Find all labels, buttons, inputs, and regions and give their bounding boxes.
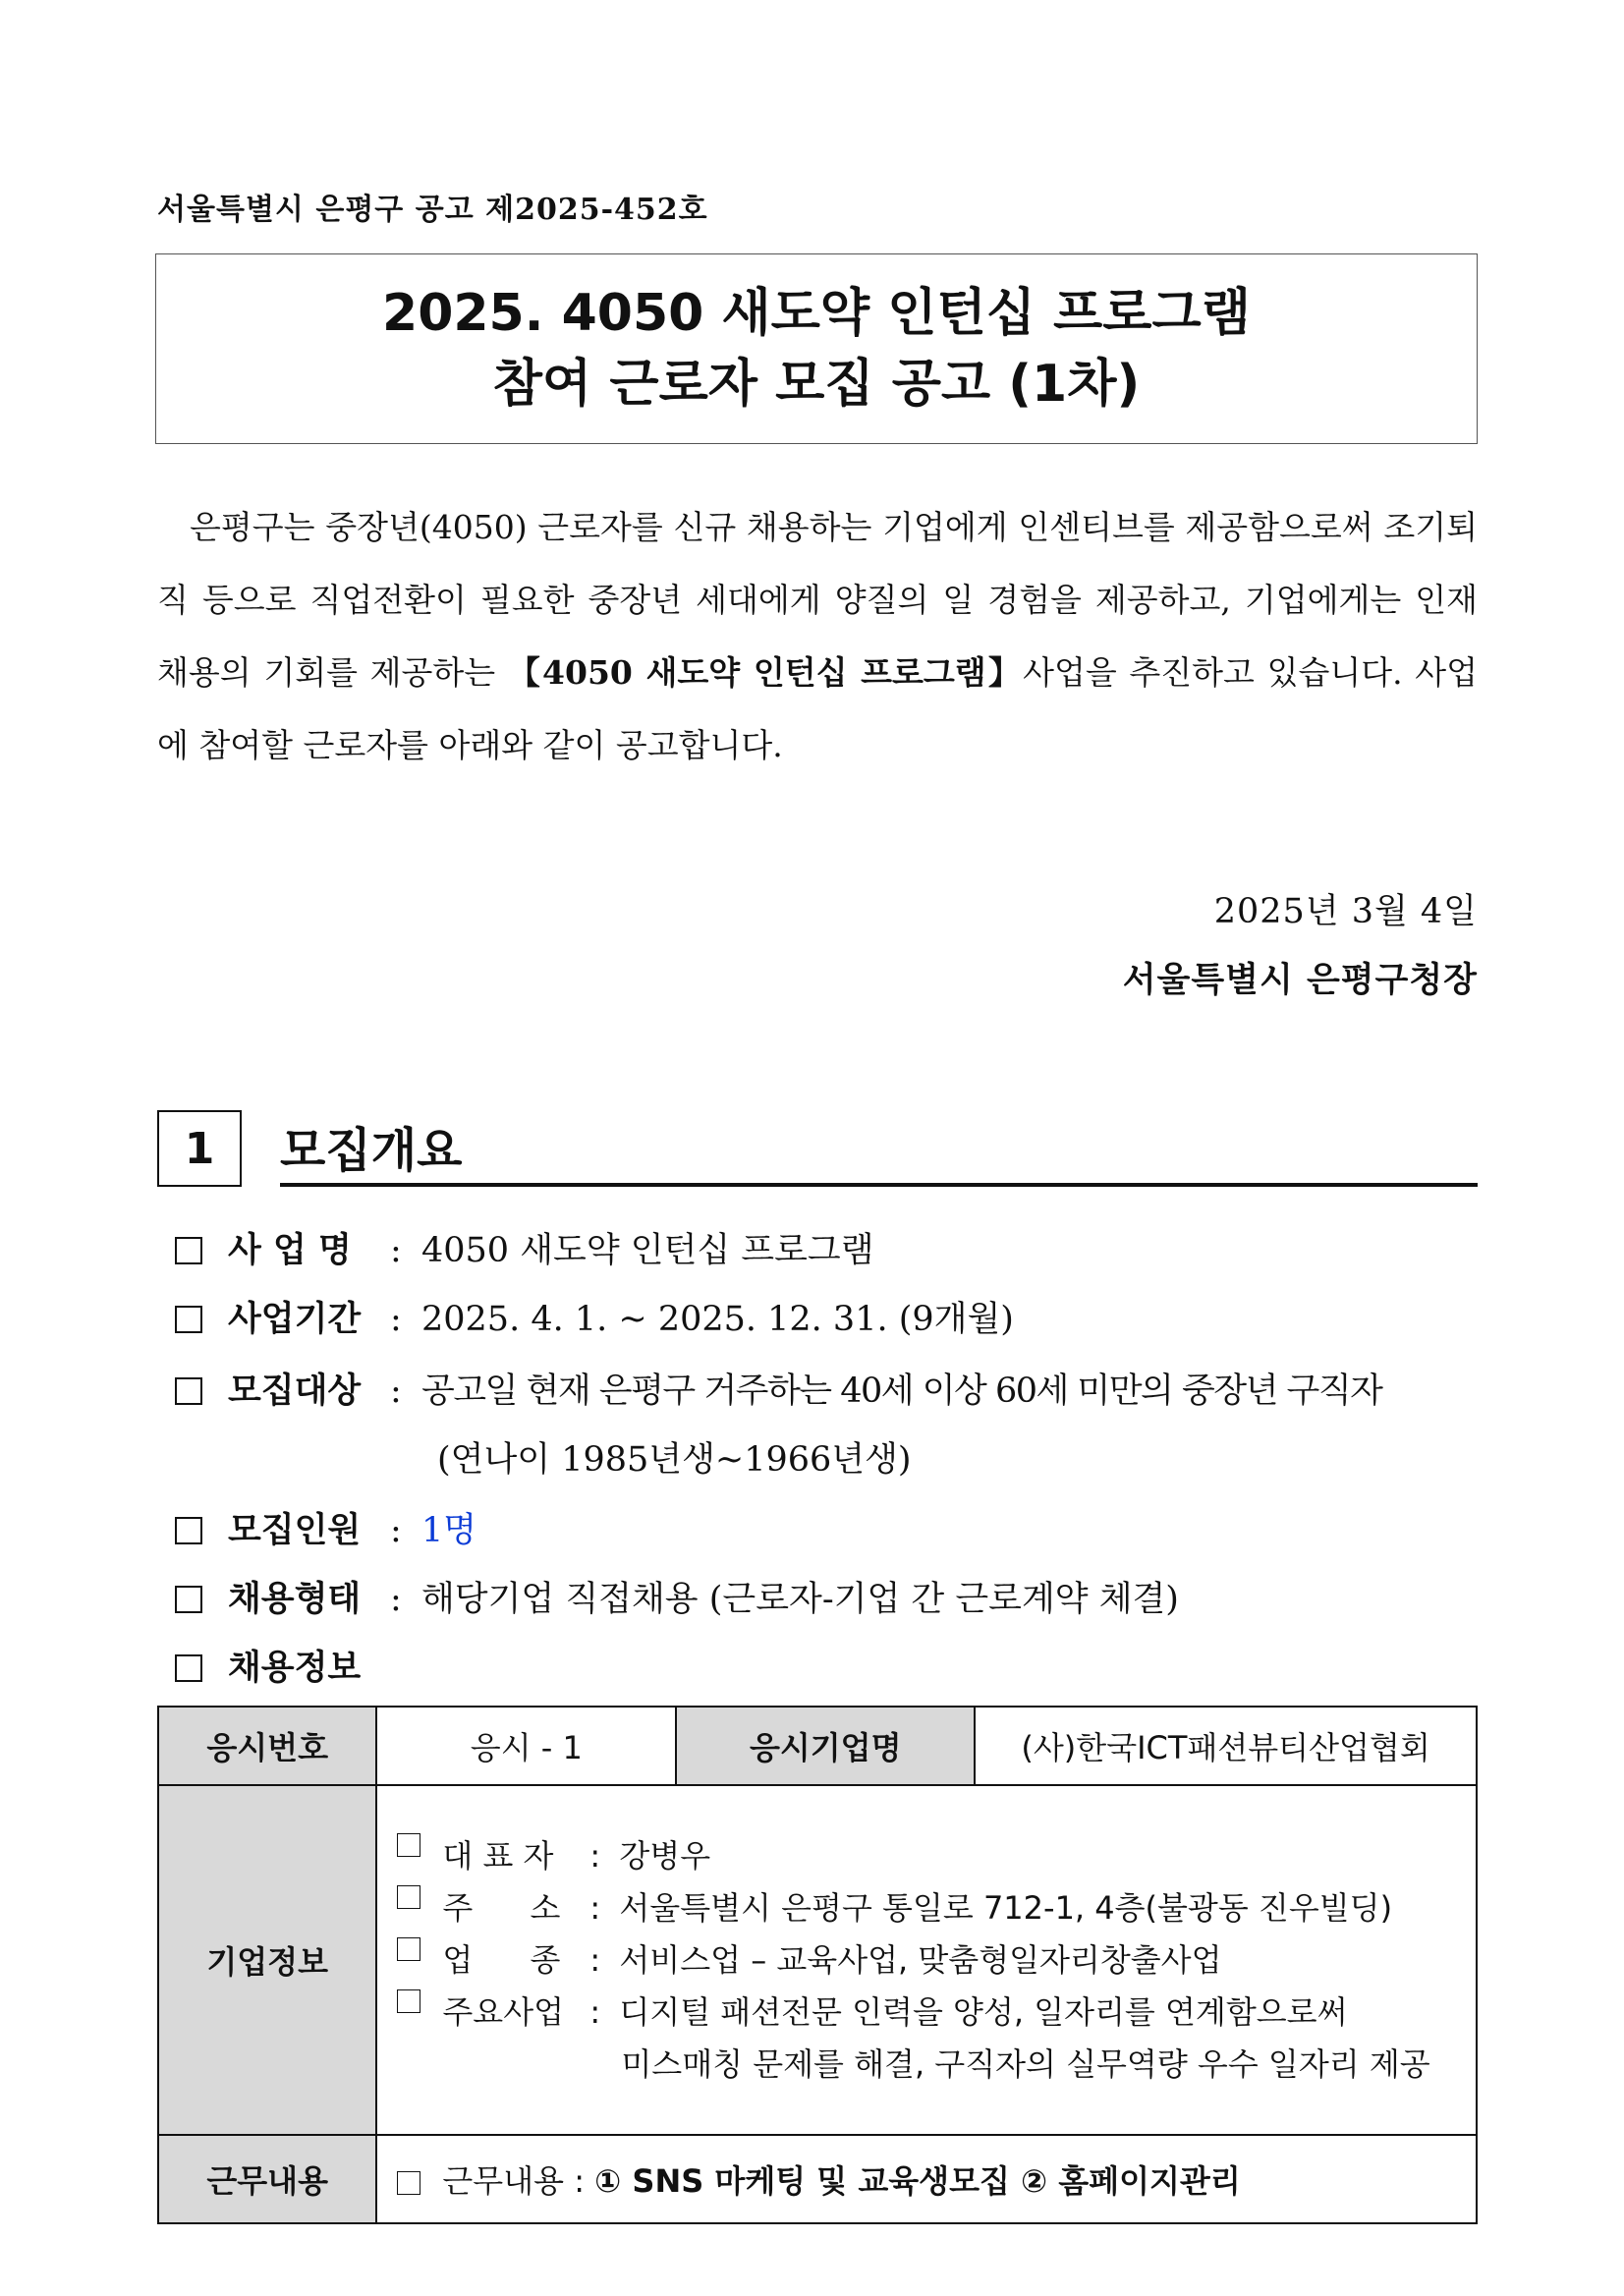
work-content [376,2135,1477,2223]
company-info-colon: : [589,1888,601,1927]
company-info-value: 미스매칭 문제를 해결, 구직자의 실무역량 우수 일자리 제공 [621,2044,1430,2083]
item-target [175,1364,1381,1413]
intro-program-name: 【4050 새도약 인턴십 프로그램】 [507,653,1024,692]
work-colon: : [574,2162,585,2200]
work-header: 근무내용 [158,2135,376,2223]
company-header: 응시기업명 [676,1707,975,1785]
company-info-row [397,1987,1476,2039]
company-info-key: 주 소 [442,1888,561,1927]
section-number: 1 [157,1110,242,1187]
company-info-key: 업 종 [442,1940,561,1979]
company-info-value: 서울특별시 은평구 통일로 712-1, 4층(불광동 진우빌딩) [619,1888,1393,1927]
item-recruit-info [175,1641,390,1690]
item-colon: : [390,1580,402,1619]
table-row [158,2135,1477,2223]
item-colon: : [390,1372,402,1411]
work-value: ① SNS 마케팅 및 교육생모집 ② 홈페이지관리 [594,2162,1241,2200]
item-label: 사 업 명 [228,1231,352,1270]
section-title: 모집개요 [280,1123,463,1178]
notice-date: 2025년 3월 4일 [1213,892,1478,931]
notice-number: 서울특별시 은평구 공고 제2025-452호 [157,193,708,227]
exam-no-header: 응시번호 [158,1707,376,1785]
item-colon: : [390,1511,402,1550]
checkbox-icon [175,1654,202,1682]
recruit-info-table [157,1706,1478,2224]
company-info-header: 기업정보 [158,1785,376,2135]
company-info-row [397,1934,1476,1987]
checkbox-icon [175,1377,202,1405]
exam-no: 응시 - 1 [376,1707,676,1785]
checkbox-icon [397,1937,420,1961]
company-info-colon: : [589,1940,601,1979]
issuer: 서울특별시 은평구청장 [1122,960,1478,1000]
item-colon: : [390,1231,402,1270]
company-info-row [397,1830,1476,1882]
company-info-value: 디지털 패션전문 인력을 양성, 일자리를 연계함으로써 [619,1992,1348,2031]
intro-text-2: 사업을 추진하고 있습니다. 사업에 참여할 근로자를 아래와 같이 공고합니다. [157,653,1479,764]
item-label: 채용형태 [228,1580,362,1619]
title-line-2: 참여 근로자 모집 공고 (1차) [492,355,1141,414]
item-employment-type [175,1572,1179,1621]
checkbox-icon [397,1885,420,1909]
item-headcount [175,1503,476,1552]
checkbox-icon [397,1833,420,1857]
company-info-key: 주요사업 [442,1992,565,2031]
item-value: 해당기업 직접채용 (근로자-기업 간 근로계약 체결) [421,1580,1179,1619]
checkbox-icon [397,2171,420,2195]
section-rule [280,1183,1478,1187]
item-label: 사업기간 [228,1300,362,1339]
item-business-period [175,1292,1014,1341]
item-label: 채용정보 [228,1649,362,1688]
item-value: 2025. 4. 1. ~ 2025. 12. 31. (9개월) [421,1300,1014,1339]
checkbox-icon [175,1517,202,1544]
item-value: 1명 [421,1511,477,1550]
company-info-row [397,1882,1476,1934]
checkbox-icon [397,1989,420,2013]
item-value: 4050 새도약 인턴십 프로그램 [421,1231,874,1270]
checkbox-icon [175,1586,202,1613]
item-target-age: (연나이 1985년생~1966년생) [437,1440,912,1480]
title-box [155,253,1478,444]
item-label: 모집대상 [228,1372,362,1411]
item-value: 공고일 현재 은평구 거주하는 40세 이상 60세 미만의 중장년 구직자 [421,1372,1382,1411]
work-key: 근무내용 [442,2162,565,2200]
item-label: 모집인원 [228,1511,362,1550]
item-business-name [175,1223,874,1272]
company-info-row-cont [397,2039,1476,2091]
company-info-value: 강병우 [619,1836,711,1875]
intro-paragraph [157,491,1478,782]
title-line-1: 2025. 4050 새도약 인턴십 프로그램 [382,284,1251,343]
company-info-colon: : [589,1836,601,1875]
company-info-value: 서비스업 – 교육사업, 맞춤형일자리창출사업 [619,1940,1222,1979]
company-info-colon: : [589,1992,601,2031]
company-info-key: 대 표 자 [442,1836,554,1875]
item-colon: : [390,1300,402,1339]
intro-text-1: 은평구는 중장년(4050) 근로자를 신규 채용하는 기업에게 인센티브를 제공함으로써 조기퇴직 등으로 직업전환이 필요한 중장년 세대에게 양질의 일 경험을 제공하고, 기업에게는 인재 채용의 기회를 제공하는 [157,508,1478,692]
checkbox-icon [175,1237,202,1264]
table-row [158,1707,1477,1785]
checkbox-icon [175,1306,202,1333]
table-row [158,1785,1477,2135]
company-info [376,1785,1477,2135]
company-name: (사)한국ICT패션뷰티산업협회 [975,1707,1477,1785]
